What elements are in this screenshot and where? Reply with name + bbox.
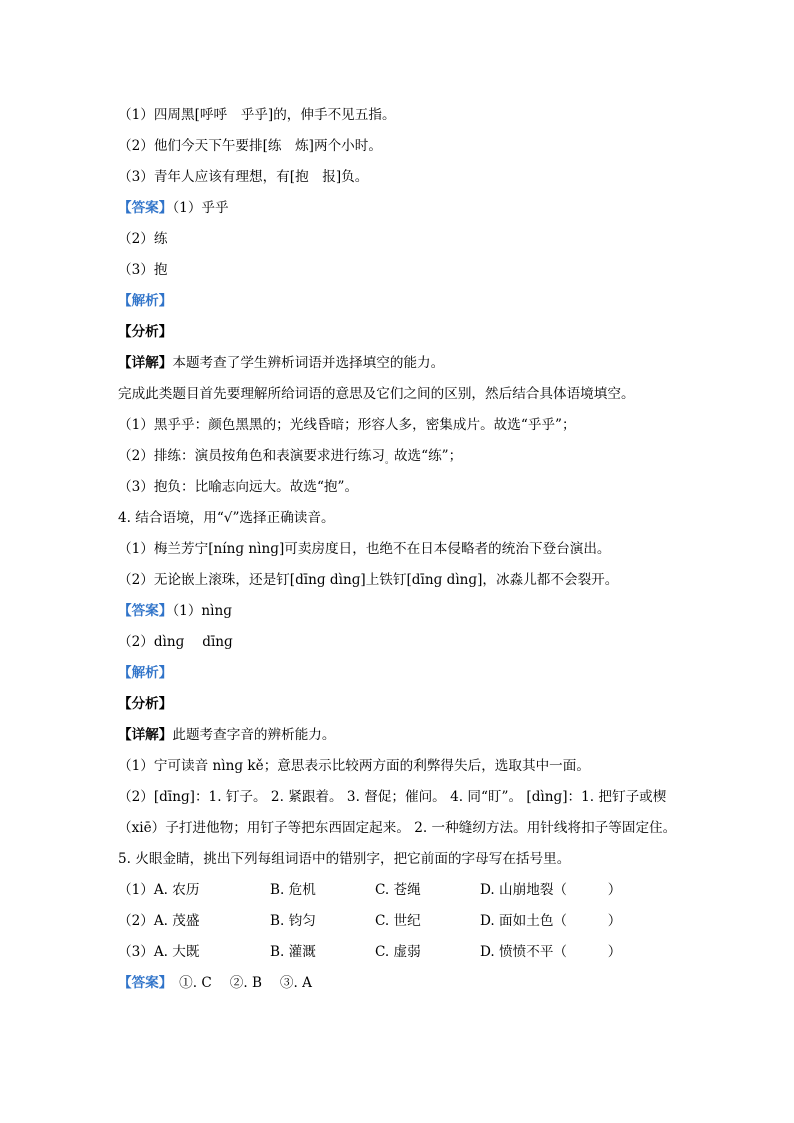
- q4-item-2: （2）无论嵌上滚珠，还是钉[dīnɡ dìnɡ]上铁钉[dīnɡ dìnɡ]，冰淼儿都不会裂开。: [118, 572, 619, 588]
- q5-title: 5. 火眼金睛，挑出下列每组词语中的错别字，把它前面的字母写在括号里。: [118, 851, 571, 867]
- q4-explain-2: （2）[dīnɡ]：1. 钉子。 2. 紧跟着。 3. 督促；催问。 4. 同“盯”。 [dìnɡ]：1. 把钉子或楔（xiē）子打进他物；用钉子等把东西固定起来。 2. 一种缝纫方法。用针线将扣子等固定住。: [118, 789, 677, 836]
- document-page: [118, 100, 688, 999]
- q3-explain-1: （1）黑乎乎：颜色黑黑的；光线昏暗；形容人多，密集成片。故选“乎乎”；: [118, 417, 576, 433]
- fenxi-tag: 【分析】: [118, 324, 173, 340]
- q3-body: 完成此类题目首先要理解所给词语的意思及它们之间的区别，然后结合具体语境填空。: [118, 386, 635, 402]
- q5-row-2-c: C. 世纪: [375, 913, 421, 929]
- q5-row-1: [118, 875, 688, 906]
- q3-explain-2-tail: 故选“练”；: [393, 448, 463, 464]
- analysis-tag: 【解析】: [118, 293, 173, 309]
- q5-answer-line: [118, 968, 688, 999]
- q4-title: 4. 结合语境，用“√”选择正确读音。: [118, 510, 335, 526]
- q5-row-2-b: B. 钧匀: [270, 913, 316, 929]
- q3-item-2: （2）他们今天下午要排[练 炼]两个小时。: [118, 138, 382, 154]
- q5-row-1-b: B. 危机: [270, 882, 316, 898]
- q3-item-3: （3）青年人应该有理想，有[抱 报]负。: [118, 169, 369, 185]
- q5-row-3: [118, 937, 688, 968]
- q4-answer-1: （1）nìnɡ: [172, 603, 232, 619]
- detail-tag: 【详解】: [118, 355, 173, 371]
- q3-answer-1: （1）乎乎: [172, 200, 229, 216]
- detail-tag: 【详解】: [118, 727, 173, 743]
- q5-row-1-a: （1）A. 农历: [118, 882, 200, 898]
- q4-answer-2: （2）dìnɡ dīnɡ: [118, 634, 233, 650]
- fenxi-tag: 【分析】: [118, 696, 173, 712]
- q3-detail-line: [118, 348, 688, 379]
- answer-tag: 【答案】: [118, 200, 173, 216]
- q4-explain-1: （1）宁可读音 nìnɡ kě；意思表示比较两方面的利弊得失后，选取其中一面。: [118, 758, 590, 774]
- q5-row-1-c: C. 苍绳: [375, 882, 421, 898]
- q3-explain-3: （3）抱负：比喻志向远大。故选“抱”。: [118, 479, 359, 495]
- answer-tag: 【答案】: [118, 975, 166, 991]
- q5-row-3-d: D. 愤愤不平（ ）: [480, 944, 622, 960]
- q5-row-1-d: D. 山崩地裂（ ）: [480, 882, 622, 898]
- q5-answer: ①. C ②. B ③. A: [165, 975, 312, 991]
- q3-explain-2-period: 。: [384, 456, 394, 466]
- q4-detail-text: 此题考查字音的辨析能力。: [172, 727, 336, 743]
- q5-row-2-d: D. 面如土色（ ）: [480, 913, 622, 929]
- q4-answer-line: [118, 596, 688, 627]
- q3-answer-2: （2）练: [118, 231, 168, 247]
- q5-row-3-b: B. 灌溉: [270, 944, 316, 960]
- q3-answer-line: [118, 193, 688, 224]
- q3-answer-3: （3）抱: [118, 262, 168, 278]
- q5-row-3-c: C. 虚弱: [375, 944, 421, 960]
- answer-tag: 【答案】: [118, 603, 173, 619]
- q5-row-2: [118, 906, 688, 937]
- q3-detail-text: 本题考查了学生辨析词语并选择填空的能力。: [172, 355, 445, 371]
- q4-item-1: （1）梅兰芳宁[nínɡ nìnɡ]可卖房度日，也绝不在日本侵略者的统治下登台演出。: [118, 541, 611, 557]
- q3-explain-2-text: （2）排练：演员按角色和表演要求进行练习: [118, 448, 385, 464]
- q4-detail-line: [118, 720, 688, 751]
- q5-row-3-a: （3）A. 大既: [118, 944, 200, 960]
- q3-item-1: （1）四周黑[呼呼 乎乎]的，伸手不见五指。: [118, 107, 396, 123]
- q5-row-2-a: （2）A. 茂盛: [118, 913, 200, 929]
- q3-explain-2: [118, 441, 688, 472]
- analysis-tag: 【解析】: [118, 665, 173, 681]
